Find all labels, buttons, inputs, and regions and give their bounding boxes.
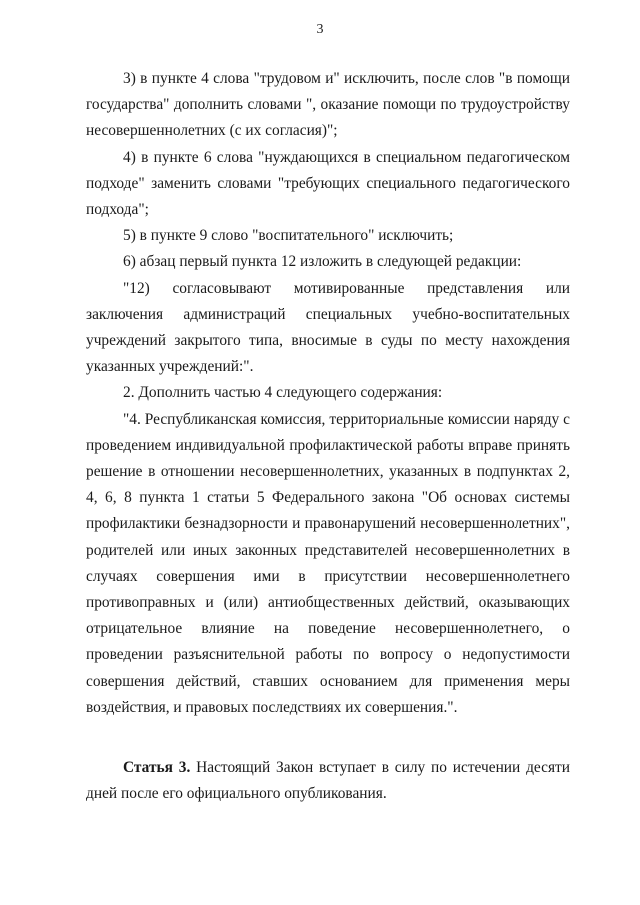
page-number: 3 xyxy=(316,22,324,37)
document-body xyxy=(86,66,570,807)
paragraph-item-12-text: "12) согласовывают мотивированные представления или заключения администраций специальных учебно-воспитательных учреждений закрытого типа, вносимые в суды по месту нахождения указанных учреждений:". xyxy=(86,279,570,376)
article-3-label: Статья 3. xyxy=(123,759,191,777)
article-3-text: Настоящий Закон вступает в силу по истечении десяти дней после его официального опубликования. xyxy=(86,759,570,803)
article-3 xyxy=(86,755,570,807)
paragraph-item-4: 4) в пункте 6 слова "нуждающихся в специальном педагогическом подходе" заменить словами "требующих специального педагогического подхода"; xyxy=(86,148,570,219)
paragraph-item-6: 6) абзац первый пункта 12 изложить в следующей редакции: xyxy=(123,253,522,271)
paragraph-item-3: 3) в пункте 4 слова "трудовом и" исключить, после слов "в помощи государства" дополнить словами ", оказание помощи по трудоустройству несовершеннолетних (с их согласия)"; xyxy=(86,70,570,140)
paragraph-item-5: 5) в пункте 9 слово "воспитательного" исключить; xyxy=(123,227,454,245)
paragraph-part-2: 2. Дополнить частью 4 следующего содержания: xyxy=(123,384,443,402)
paragraph-part-4-text: "4. Республиканская комиссия, территориальные комиссии наряду с проведением индивидуальной профилактической работы вправе принять решение в отношении несовершеннолетних, указанных в подпунктах 2, 4, 6, 8 пункта 1 статьи 5 Федерального закона "Об основах системы профилактики безнадзорности и правонарушений несовершеннолетних", родителей или иных законных представителей несовершеннолетних в случаях совершения ими в присутствии несовершеннолетнего противоправных и (или) антиобщественных действий, оказывающих отрицательное влияние на поведение несовершеннолетнего, о проведении разъяснительной работы по вопросу о недопустимости совершения действий, ставших основанием для применения меры воздействия, и правовых последствиях их совершения.". xyxy=(86,410,570,716)
